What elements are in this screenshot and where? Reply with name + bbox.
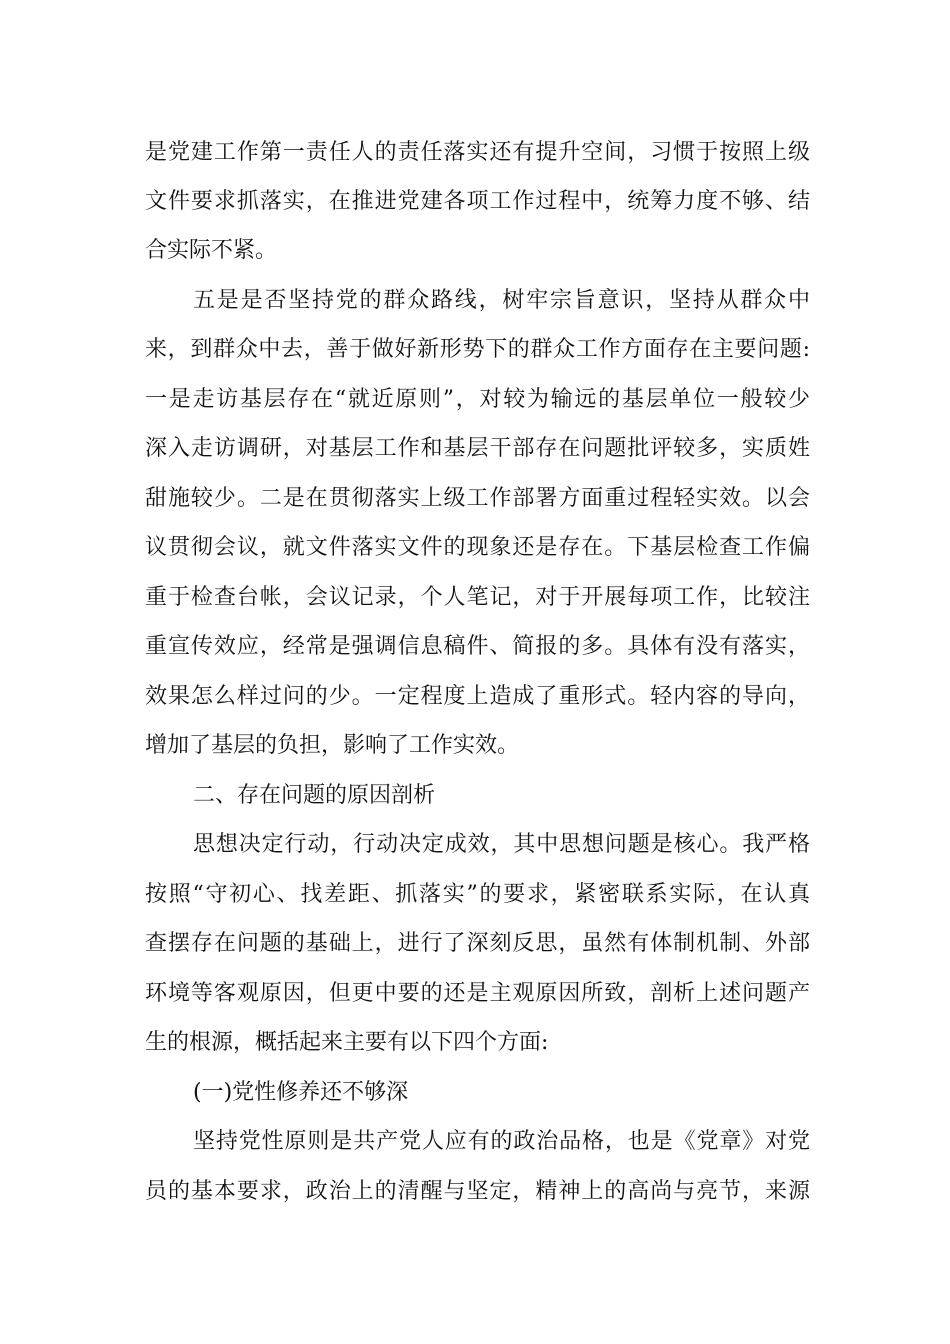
paragraph-line: 是党建工作第一责任人的责任落实还有提升空间，习惯于按照上级 — [145, 140, 810, 165]
paragraph-line: 文件要求抓落实，在推进党建各项工作过程中，统筹力度不够、结 — [145, 189, 810, 214]
paragraph-line: 深入走访调研，对基层工作和基层干部存在问题批评较多，实质姓 — [145, 436, 810, 461]
paragraph-line: 生的根源，概括起来主要有以下四个方面: — [145, 1030, 549, 1055]
paragraph-line: 坚持党性原则是共产党人应有的政治品格，也是《党章》对党 — [193, 1129, 810, 1154]
paragraph-line: 五是是否坚持党的群众路线，树牢宗旨意识，坚持从群众中 — [193, 288, 810, 313]
paragraph-line: 合实际不紧。 — [145, 238, 278, 263]
paragraph-line: 甜施较少。二是在贯彻落实上级工作部署方面重过程轻实效。以会 — [145, 486, 810, 511]
paragraph-line: 重于检查台帐，会议记录，个人笔记，对于开展每项工作，比较注 — [145, 585, 810, 610]
section-heading: 二、存在问题的原因剖析 — [193, 783, 436, 808]
paragraph-line: 增加了基层的负担，影响了工作实效。 — [145, 733, 520, 758]
paragraph-line: 议贯彻会议，就文件落实文件的现象还是存在。下基层检查工作偏 — [145, 535, 810, 560]
subsection-heading: (一)党性修养还不够深 — [193, 1080, 409, 1105]
paragraph-line: 来，到群众中去，善于做好新形势下的群众工作方面存在主要问题: — [145, 337, 810, 362]
paragraph-line: 一是走访基层存在“就近原则”，对较为输远的基层单位一般较少 — [145, 387, 810, 412]
paragraph-line: 环境等客观原因，但更中要的还是主观原因所致，剖析上述问题产 — [145, 981, 810, 1006]
paragraph-line: 重宣传效应，经常是强调信息稿件、简报的多。具体有没有落实， — [145, 634, 810, 659]
paragraph-line: 按照“守初心、找差距、抓落实”的要求，紧密联系实际，在认真 — [145, 882, 810, 907]
paragraph-line: 效果怎么样过问的少。一定程度上造成了重形式。轻内容的导向， — [145, 684, 810, 709]
paragraph-line: 思想决定行动，行动决定成效，其中思想问题是核心。我严格 — [193, 832, 810, 857]
paragraph-line: 查摆存在问题的基础上，进行了深刻反思，虽然有体制机制、外部 — [145, 931, 810, 956]
paragraph-line: 员的基本要求，政治上的清醒与坚定，精神上的高尚与亮节，来源 — [145, 1179, 810, 1204]
